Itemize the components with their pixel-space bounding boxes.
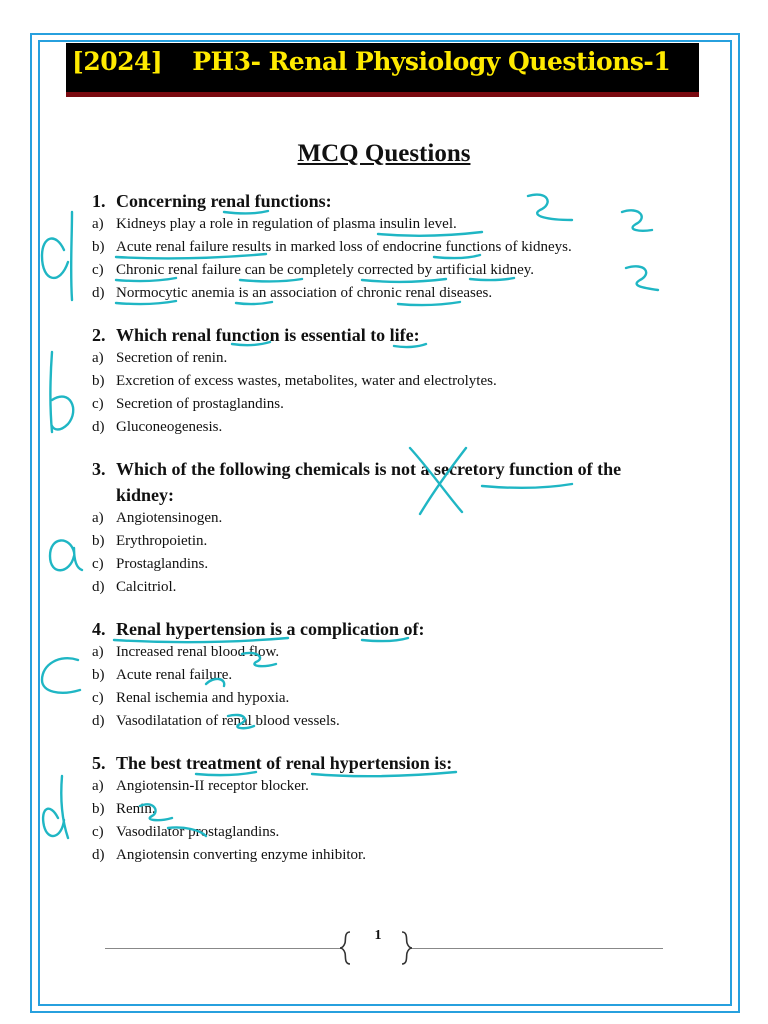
option-letter: d): [92, 713, 105, 729]
option-letter: a): [92, 350, 104, 366]
option-letter: c): [92, 690, 104, 706]
question-2: [92, 322, 712, 348]
option-text: Renal ischemia and hypoxia.: [116, 690, 290, 706]
option-letter: d): [92, 579, 105, 595]
question-text: Renal hypertension is a complication of:: [116, 619, 425, 639]
option-text: Gluconeogenesis.: [116, 419, 223, 435]
option-3a: [92, 507, 222, 530]
option-text: Angiotensin converting enzyme inhibitor.: [116, 847, 366, 863]
option-text: Normocytic anemia is an association of chronic renal diseases.: [116, 285, 493, 301]
option-text: Secretion of renin.: [116, 350, 228, 366]
option-text: Kidneys play a role in regulation of plasma insulin level.: [116, 216, 457, 232]
option-text: Secretion of prostaglandins.: [116, 396, 284, 412]
question-4: [92, 616, 712, 642]
question-text-continued: kidney:: [116, 485, 175, 505]
footer-rule-right: [410, 948, 663, 949]
option-letter: a): [92, 510, 104, 526]
header-title-text: PH3- Renal Physiology Questions-1: [192, 47, 671, 76]
question-1: [92, 188, 712, 214]
option-letter: a): [92, 644, 104, 660]
option-letter: b): [92, 239, 105, 255]
option-text: Excretion of excess wastes, metabolites, water and electrolytes.: [116, 373, 497, 389]
header-banner-underline: [66, 92, 699, 97]
option-5a: [92, 775, 309, 798]
option-text: Chronic renal failure can be completely corrected by artificial kidney.: [116, 262, 535, 278]
option-text: Angiotensin-II receptor blocker.: [116, 778, 309, 794]
option-1b: [92, 236, 572, 259]
option-letter: d): [92, 285, 105, 301]
question-5: [92, 750, 712, 776]
option-letter: b): [92, 533, 105, 549]
option-letter: a): [92, 778, 104, 794]
option-letter: c): [92, 824, 104, 840]
option-letter: b): [92, 801, 105, 817]
option-text: Acute renal failure.: [116, 667, 233, 683]
option-letter: a): [92, 216, 104, 232]
question-number: 1.: [92, 191, 106, 211]
question-number: 5.: [92, 753, 106, 773]
option-letter: c): [92, 396, 104, 412]
option-1c: [92, 259, 534, 282]
option-text: Increased renal blood flow.: [116, 644, 280, 660]
option-3d: [92, 576, 176, 599]
option-3c: [92, 553, 208, 576]
option-5b: [92, 798, 156, 821]
option-1d: [92, 282, 492, 305]
option-text: Erythropoietin.: [116, 533, 208, 549]
option-letter: c): [92, 556, 104, 572]
question-text: The best treatment of renal hypertension is:: [116, 753, 453, 773]
option-text: Renin.: [116, 801, 156, 817]
option-letter: b): [92, 373, 105, 389]
option-2a: [92, 347, 227, 370]
option-2c: [92, 393, 284, 416]
option-letter: d): [92, 419, 105, 435]
question-number: 3.: [92, 459, 106, 479]
option-text: Angiotensinogen.: [116, 510, 223, 526]
option-4c: [92, 687, 289, 710]
option-letter: c): [92, 262, 104, 278]
question-text: Which renal function is essential to life:: [116, 325, 420, 345]
page-number: 1: [374, 928, 382, 943]
question-text: Which of the following chemicals is not a secretory function of the: [116, 459, 622, 479]
question-number: 2.: [92, 325, 106, 345]
footer-rule-left: [105, 948, 342, 949]
question-number: 4.: [92, 619, 106, 639]
option-4b: [92, 664, 232, 687]
option-4a: [92, 641, 279, 664]
question-text: Concerning renal functions:: [116, 191, 332, 211]
option-text: Prostaglandins.: [116, 556, 209, 572]
question-3: [92, 456, 712, 508]
option-4d: [92, 710, 340, 733]
option-2b: [92, 370, 497, 393]
option-1a: [92, 213, 457, 236]
option-text: Acute renal failure results in marked loss of endocrine functions of kidneys.: [116, 239, 572, 255]
header-title: [72, 44, 702, 80]
option-2d: [92, 416, 222, 439]
option-text: Calcitriol.: [116, 579, 177, 595]
header-year: [2024]: [72, 47, 163, 76]
option-letter: b): [92, 667, 105, 683]
option-5d: [92, 844, 366, 867]
option-text: Vasodilatation of renal blood vessels.: [116, 713, 340, 729]
option-letter: d): [92, 847, 105, 863]
option-5c: [92, 821, 279, 844]
option-3b: [92, 530, 207, 553]
page-heading: MCQ Questions: [297, 140, 471, 167]
option-text: Vasodilator prostaglandins.: [116, 824, 280, 840]
